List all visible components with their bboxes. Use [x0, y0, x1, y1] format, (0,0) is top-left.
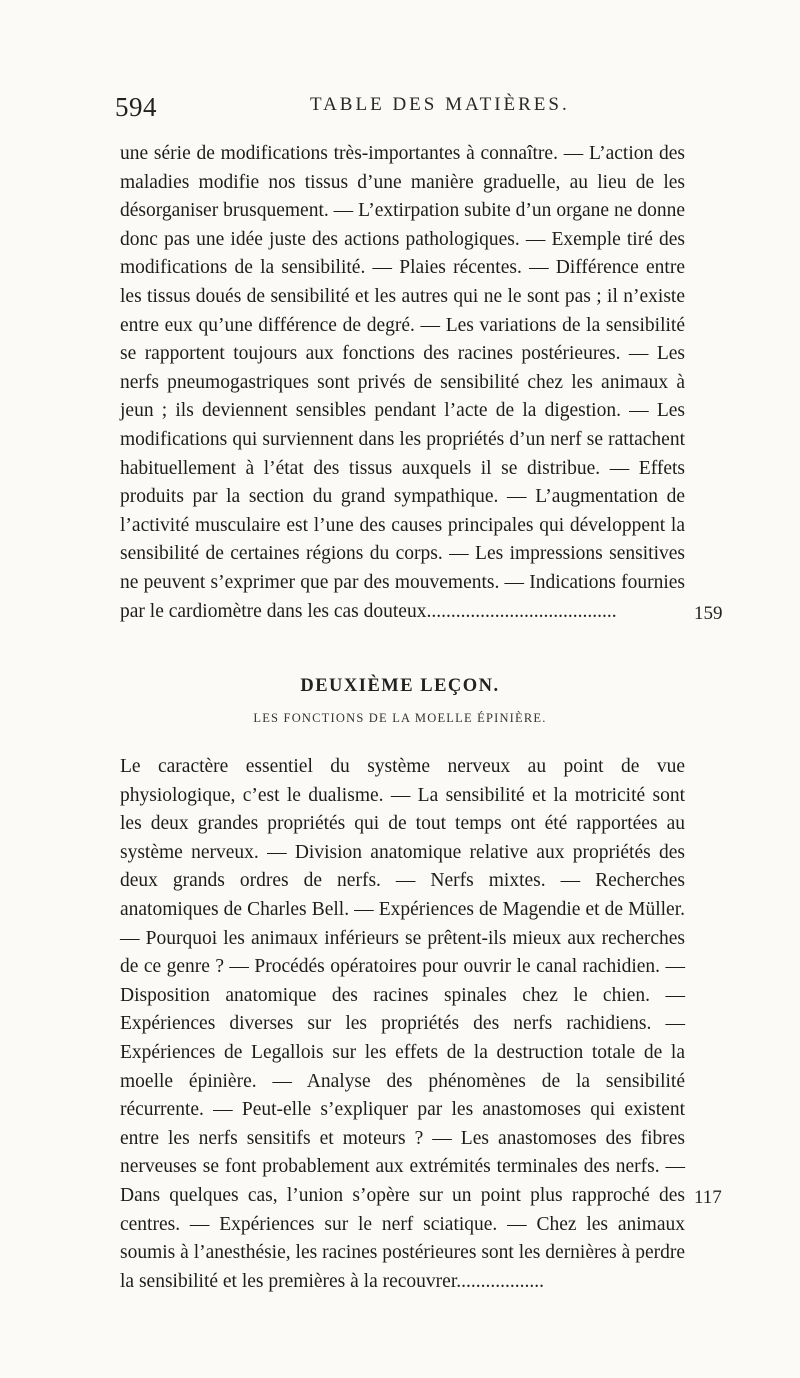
page-reference: 159	[694, 603, 723, 624]
lecture-subtitle: LES FONCTIONS DE LA MOELLE ÉPINIÈRE.	[253, 711, 547, 725]
running-title: TABLE DES MATIÈRES.	[310, 94, 570, 115]
page-reference: 117	[694, 1187, 722, 1208]
contents-entry-first-lecture-continuation: une série de modifications très-importantes à connaître. — L’action des maladies modifie nos tissus d’une manière graduelle, au lieu de les désorganiser brusquement. — L’extirpation subite d’un organe ne donne donc pas une idée juste des actions pathologiques. — Exemple tiré des modifications de la sensibilité. — Plaies récentes. — Différence entre les tissus doués de sensibilité et les autres qui ne le sont pas ; il n’existe entre eux qu’une différence de degré. — Les variations de la sensibilité se rapportent toujours aux fonctions des racines postérieures. — Les nerfs pneumogastriques sont privés de sensibilité chez les animaux à jeun ; ils deviennent sensibles pendant l’acte de la digestion. — Les modifications qui surviennent dans les propriétés d’un nerf se rattachent habituellement à l’état des tissus auxquels il se distribue. — Effets produits par la section du grand sympathique. — L’augmentation de l’activité musculaire est l’une des causes principales qui développent la sensibilité de certaines régions du corps. — Les impressions sensitives ne peuvent s’exprimer que par des mouvements. — Indications fournies par le cardiomètre dans les cas douteux.......................................	[120, 143, 685, 622]
contents-entry-second-lecture: Le caractère essentiel du système nerveux au point de vue physiologique, c’est le dualisme. — La sensibilité et la motricité sont les deux grandes propriétés qui de tout temps ont été rapportées au système nerveux. — Division anatomique relative aux propriétés des deux grands ordres de nerfs. — Nerfs mixtes. — Recherches anatomiques de Charles Bell. — Expériences de Magendie et de Müller. — Pourquoi les animaux inférieurs se prêtent-ils mieux aux recherches de ce genre ? — Procédés opératoires pour ouvrir le canal rachidien. — Disposition anatomique des racines spinales chez le chien. — Expériences diverses sur les propriétés des nerfs rachidiens. — Expériences de Legallois sur les effets de la destruction totale de la moelle épinière. — Analyse des phénomènes de la sensibilité récurrente. — Peut-elle s’expliquer par les anastomoses qui existent entre les nerfs sensitifs et moteurs ? — Les anastomoses des fibres nerveuses se font probablement aux extrémités terminales des nerfs. — Dans quelques cas, l’union s’opère sur un point plus rapproché des centres. — Expériences sur le nerf sciatique. — Chez les animaux soumis à l’anesthésie, les racines postérieures sont les dernières à perdre la sensibilité et les premières à la recouvrer..................	[120, 756, 685, 1292]
page-number: 594	[115, 92, 157, 122]
lecture-heading: DEUXIÈME LEÇON.	[300, 676, 500, 696]
